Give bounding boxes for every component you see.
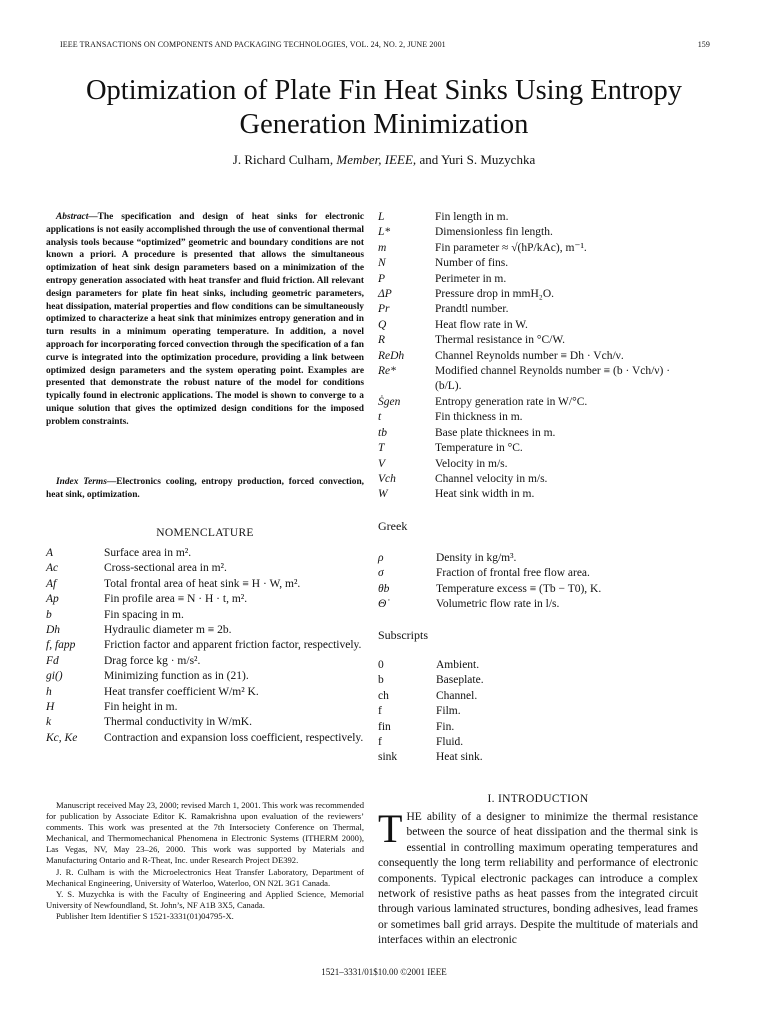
definition: Number of fins. <box>435 257 509 270</box>
definition: Heat transfer coefficient W/m² K. <box>104 685 259 698</box>
index-terms-lead: Index Terms <box>56 477 107 487</box>
nomenclature-list-left <box>46 546 364 746</box>
definition: Fluid. <box>436 736 464 749</box>
greek-row <box>378 597 698 612</box>
symbol: L* <box>378 226 391 239</box>
definition: Perimeter in m. <box>435 272 507 285</box>
symbol: sink <box>378 751 398 764</box>
nomenclature-row <box>378 241 698 256</box>
nomenclature-heading: NOMENCLATURE <box>156 527 254 539</box>
definition: Entropy generation rate in W/°C. <box>435 395 588 408</box>
author-1: J. Richard Culham, <box>232 152 334 167</box>
definition: Pressure drop in mmH₂O. <box>435 288 554 301</box>
symbol: Af <box>46 577 57 590</box>
definition: Drag force kg · m/s². <box>104 654 201 667</box>
nomenclature-row <box>378 318 698 333</box>
symbol: tb <box>378 426 387 439</box>
symbol: Q <box>378 318 387 331</box>
definition: Total frontal area of heat sink ≡ H · W, m². <box>104 577 301 590</box>
definition: Channel Reynolds number ≡ Dh · Vch/ν. <box>435 349 624 362</box>
running-header <box>60 40 710 49</box>
symbol: Ṡgen <box>378 395 401 408</box>
subscript-row <box>378 704 698 719</box>
symbol: θb <box>378 582 390 595</box>
nomenclature-row <box>46 685 364 700</box>
nomenclature-row <box>378 472 698 487</box>
greek-row <box>378 582 698 597</box>
symbol: A <box>46 547 54 559</box>
nomenclature-row <box>378 395 698 410</box>
symbol: σ <box>378 567 384 580</box>
symbol: ch <box>378 689 389 702</box>
footnote: Publisher Item Identifier S 1521-3331(01)04795-X. <box>56 910 234 921</box>
subscript-list <box>378 658 698 766</box>
subscript-row <box>378 750 698 765</box>
author-2: and Yuri S. Muzychka <box>419 152 536 167</box>
definition: Surface area in m². <box>104 547 192 559</box>
nomenclature-row <box>378 287 698 302</box>
introduction-heading: I. INTRODUCTION <box>487 793 589 805</box>
symbol: N <box>378 257 386 270</box>
symbol: Ac <box>46 562 59 575</box>
definition: Fin. <box>436 720 455 733</box>
definition: Base plate thicknees in m. <box>435 426 556 439</box>
footnote: Manuscript received May 23, 2000; revised March 1, 2001. This work was recommended for publication by Associate Editor K. Ramakrishna upon evaluation of the reviewers’ comments. This work was presented at the 7th Intersociety Conference on Thermal, Mechanical, and Thermomechanical Phenomena in Electronic Systems (ITHERM 2000), Las Vegas, NV, May 23–26, 2000. This work was supported by Materials and Manufacturing Ontario and R-Theat, Inc. under Research Project DE392. <box>46 800 364 866</box>
definition: Friction factor and apparent friction factor, respectively. <box>104 639 362 652</box>
symbol: Vch <box>378 472 396 485</box>
definition: Minimizing function as in (21). <box>104 670 249 683</box>
symbol: ΔP <box>378 288 392 301</box>
definition: Velocity in m/s. <box>435 457 508 470</box>
definition: Modified channel Reynolds number ≡ (b · Vch/ν) · (b/L). <box>435 365 671 393</box>
nomenclature-list-right <box>378 210 698 503</box>
index-terms-text: —Electronics cooling, entropy production, forced convection, heat sink, optimization. <box>46 477 365 500</box>
symbol: ReDh <box>378 349 405 362</box>
subscript-row <box>378 735 698 750</box>
symbol: H <box>46 701 55 714</box>
subscripts-heading: Subscripts <box>378 628 429 642</box>
symbol: Θ̇ <box>378 598 387 611</box>
nomenclature-row <box>378 457 698 472</box>
symbol: R <box>378 334 386 347</box>
symbol: b <box>378 674 384 687</box>
symbol: Pr <box>378 303 390 316</box>
definition: Fin thickness in m. <box>435 411 523 424</box>
introduction-body: HE ability of a designer to minimize the thermal resistance between the source of heat dissipation and the thermal sink is essential in controlling maximum operating temperatures and consequently the long term reliability and performance of electronic components. Typical electronic packages can introduce a complex network of resistive paths as heat passes from the integrated circuit through various laminated structures, bonding adhesives, lead frames or sometimes ball grid arrays. Despite the multitude of materials and interfaces within an electronic <box>378 811 698 947</box>
symbol: k <box>46 716 52 729</box>
symbol: Fd <box>46 654 59 667</box>
definition: Volumetric flow rate in l/s. <box>436 598 560 611</box>
definition: Heat flow rate in W. <box>435 318 528 331</box>
nomenclature-row <box>46 546 364 561</box>
index-terms <box>46 476 364 502</box>
definition: Channel. <box>436 689 478 702</box>
symbol: f, fapp <box>46 639 76 652</box>
symbol: ρ <box>378 552 384 564</box>
definition: Prandtl number. <box>435 303 509 316</box>
nomenclature-row <box>378 272 698 287</box>
subscript-row <box>378 658 698 673</box>
definition: Ambient. <box>436 659 480 671</box>
paper-title: Optimization of Plate Fin Heat Sinks Using Entropy Generation Minimization <box>85 75 683 140</box>
nomenclature-row <box>378 487 698 502</box>
definition: Film. <box>436 705 461 718</box>
symbol: fin <box>378 720 391 733</box>
greek-row <box>378 566 698 581</box>
definition: Heat sink width in m. <box>435 488 535 501</box>
symbol: m <box>378 241 387 254</box>
definition: Density in kg/m³. <box>436 552 517 564</box>
symbol: T <box>378 442 385 455</box>
nomenclature-row <box>378 441 698 456</box>
greek-heading: Greek <box>378 519 408 533</box>
greek-row <box>378 551 698 566</box>
author-line <box>40 152 728 168</box>
abstract-text: —The specification and design of heat sinks for electronic applications is not easily accomplished through the use of conventional thermal analysis tools because “optimized” geometric and boundary conditions are not known a priori. A procedure is presented that allows the simultaneous optimization of heat sink design parameters based on a minimization of the entropy generation associated with heat transfer and fluid friction. All relevant design parameters for plate fin heat sinks, including geometric parameters, heat dissipation, material properties and flow conditions can be simultaneously optimized to characterize a heat sink that minimizes entropy generation and in turn results in a minimum operating temperature. In addition, a novel approach for incorporating forced convection through the specification of a fan curve is integrated into the optimization procedure, providing a link between optimized design parameters and the system operating point. Examples are presented that demonstrate the robust nature of the model for conditions typically found in electronic applications. The model is shown to converge to a unique solution that gives the optimized design conditions for the imposed problem constraints. <box>46 212 364 427</box>
definition: Cross-sectional area in m². <box>104 562 227 575</box>
drop-cap: T <box>378 806 403 851</box>
definition: Fin length in m. <box>435 211 509 223</box>
symbol: t <box>378 411 382 424</box>
journal-name: IEEE TRANSACTIONS ON COMPONENTS AND PACKAGING TECHNOLOGIES, VOL. 24, NO. 2, JUNE 2001 <box>60 40 446 49</box>
nomenclature-row <box>46 669 364 684</box>
definition: Fin height in m. <box>104 701 178 714</box>
symbol: W <box>378 488 388 501</box>
nomenclature-row <box>378 410 698 425</box>
nomenclature-row <box>46 715 364 730</box>
nomenclature-row <box>46 623 364 638</box>
symbol: L <box>378 211 385 223</box>
symbol: P <box>378 272 386 285</box>
symbol: V <box>378 457 386 470</box>
abstract <box>46 211 364 429</box>
definition: Fin parameter ≈ √(hP/kAc), m⁻¹. <box>435 241 587 254</box>
symbol: Re* <box>378 365 396 378</box>
definition: Hydraulic diameter m ≡ 2b. <box>104 624 232 637</box>
definition: Fin spacing in m. <box>104 608 184 621</box>
nomenclature-row <box>46 577 364 592</box>
nomenclature-row <box>46 608 364 623</box>
author-membership: Member, IEEE, <box>336 152 417 167</box>
nomenclature-row <box>378 210 698 225</box>
footnote: Y. S. Muzychka is with the Faculty of Engineering and Applied Science, Memorial University of Newfoundland, St. John’s, NF A1B 3X5, Canada. <box>46 888 364 910</box>
nomenclature-row <box>378 426 698 441</box>
nomenclature-row <box>46 638 364 653</box>
subscript-row <box>378 720 698 735</box>
subscript-row <box>378 673 698 688</box>
definition: Temperature excess ≡ (Tb − T0), K. <box>436 582 602 595</box>
nomenclature-row <box>378 349 698 364</box>
definition: Contraction and expansion loss coefficient, respectively. <box>104 731 364 744</box>
nomenclature-row <box>378 364 698 395</box>
footnote: J. R. Culham is with the Microelectronics Heat Transfer Laboratory, Department of Mechanical Engineering, University of Waterloo, Waterloo, ON N2L 3G1 Canada. <box>46 866 364 888</box>
definition: Baseplate. <box>436 674 484 687</box>
symbol: Ap <box>46 593 59 606</box>
symbol: b <box>46 608 52 621</box>
definition: Heat sink. <box>436 751 483 764</box>
definition: Thermal resistance in °C/W. <box>435 334 565 347</box>
definition: Fraction of frontal free flow area. <box>436 567 590 580</box>
copyright-footer: 1521–3331/01$10.00 ©2001 IEEE <box>321 967 447 977</box>
nomenclature-row <box>46 592 364 607</box>
nomenclature-row <box>46 561 364 576</box>
symbol: f <box>378 736 382 749</box>
introduction-text <box>378 806 698 949</box>
definition: Dimensionless fin length. <box>435 226 553 239</box>
symbol: 0 <box>378 659 384 671</box>
symbol: f <box>378 705 382 718</box>
greek-symbol-list <box>378 551 698 613</box>
definition: Thermal conductivity in W/mK. <box>104 716 252 729</box>
footnotes <box>46 800 364 922</box>
symbol: gi() <box>46 670 63 683</box>
nomenclature-row <box>46 654 364 669</box>
subscript-row <box>378 689 698 704</box>
abstract-lead: Abstract <box>56 212 89 222</box>
nomenclature-row <box>378 256 698 271</box>
symbol: Dh <box>46 624 61 637</box>
nomenclature-row <box>46 700 364 715</box>
nomenclature-row <box>378 302 698 317</box>
symbol: h <box>46 685 52 698</box>
symbol: Kc, Ke <box>46 731 78 744</box>
nomenclature-row <box>378 333 698 348</box>
definition: Channel velocity in m/s. <box>435 472 548 485</box>
nomenclature-row <box>378 225 698 240</box>
definition: Temperature in °C. <box>435 442 523 455</box>
nomenclature-row <box>46 731 364 746</box>
page-number: 159 <box>697 40 710 49</box>
definition: Fin profile area ≡ N · H · t, m². <box>104 593 248 606</box>
